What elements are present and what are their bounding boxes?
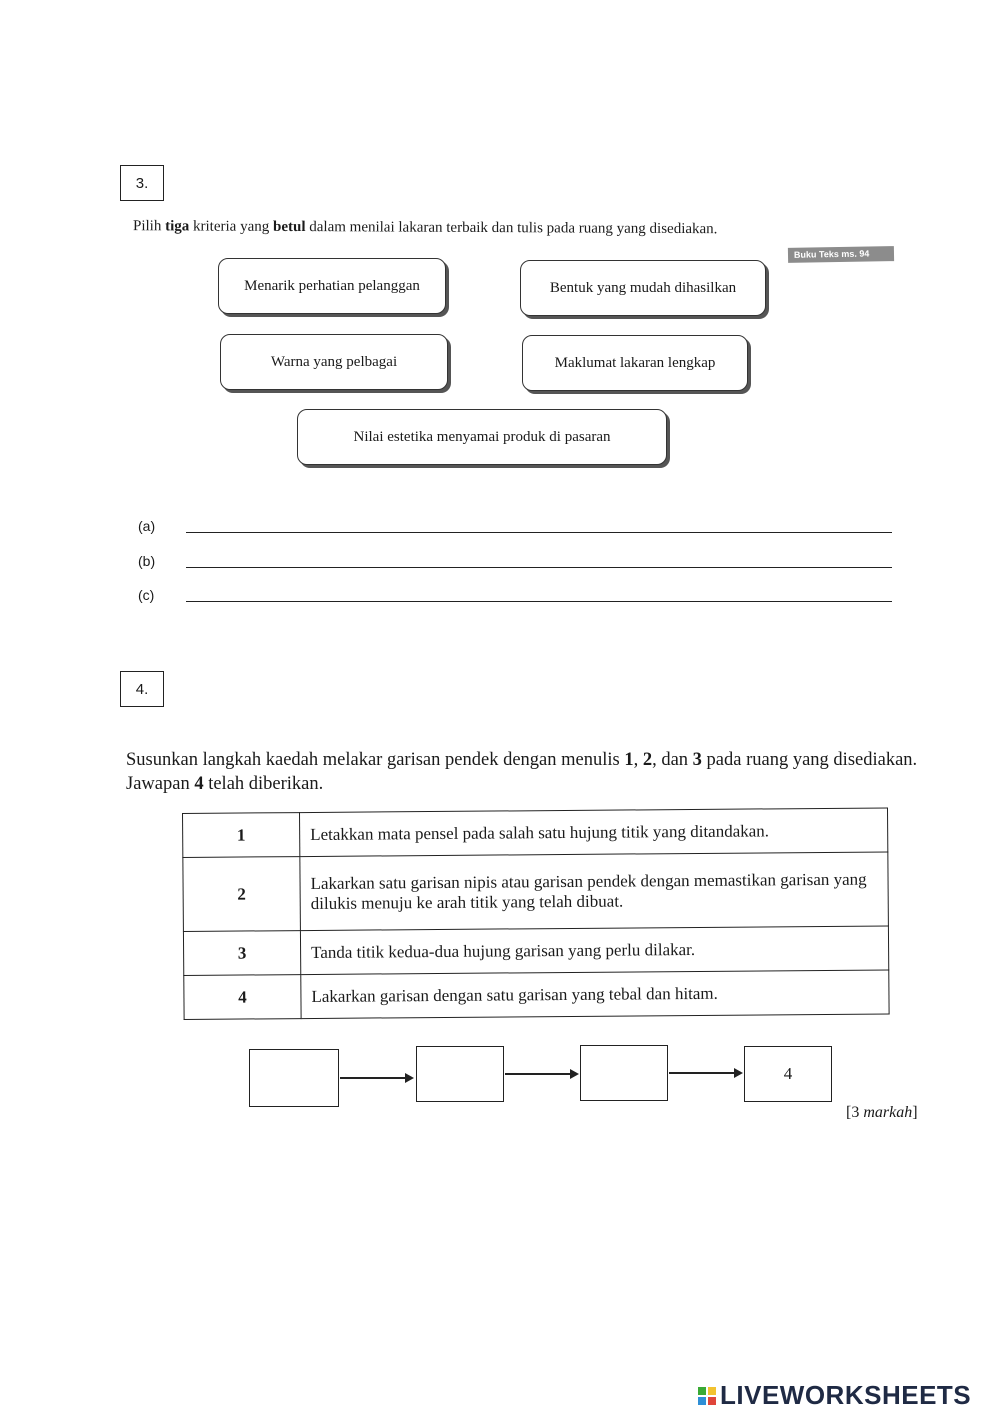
table-row (184, 970, 889, 1020)
steps-table (182, 807, 890, 1020)
flow-input-2[interactable] (423, 1055, 497, 1093)
option-warna-pelbagai[interactable]: Warna yang pelbagai (220, 334, 448, 390)
step-text: Letakkan mata pensel pada salah satu hujung titik yang ditandakan. (300, 808, 888, 857)
table-row (183, 852, 889, 932)
flow-box-1[interactable] (249, 1049, 339, 1107)
option-maklumat-lengkap[interactable]: Maklumat lakaran lengkap (522, 335, 748, 391)
answer-a-label: (a) (138, 518, 156, 534)
flow-input-3[interactable] (587, 1054, 661, 1092)
question-3-number: 3. (120, 165, 164, 201)
question-4-number: 4. (120, 671, 164, 707)
step-number: 3 (183, 931, 300, 976)
flow-arrow-icon (340, 1077, 412, 1079)
question-3-instruction: Pilih tiga kriteria yang betul dalam menilai lakaran terbaik dan tulis pada ruang yang disediakan. (132, 218, 718, 238)
flow-input-1[interactable] (257, 1059, 331, 1097)
answer-b-input[interactable] (186, 545, 892, 568)
logo-text: LIVEWORKSHEETS (720, 1380, 972, 1410)
answer-c-input[interactable] (186, 579, 892, 602)
option-nilai-estetika[interactable]: Nilai estetika menyamai produk di pasaran (297, 409, 667, 465)
step-number: 1 (183, 813, 300, 858)
textbook-reference-tag: Buku Teks ms. 94 (788, 246, 894, 263)
logo-icon (698, 1387, 716, 1405)
answer-c-label: (c) (138, 587, 155, 603)
flow-arrow-icon (669, 1072, 741, 1074)
flow-box-given: 4 (744, 1046, 832, 1102)
answer-a-input[interactable] (186, 510, 892, 533)
liveworksheets-logo (698, 1380, 971, 1411)
table-row (183, 808, 888, 858)
step-text: Tanda titik kedua-dua hujung garisan yang perlu dilakar. (300, 926, 888, 975)
marks-label: [3 markah] (846, 1104, 918, 1121)
step-text: Lakarkan garisan dengan satu garisan yang tebal dan hitam. (301, 970, 889, 1019)
question-4-instruction: Susunkan langkah kaedah melakar garisan pendek dengan menulis 1, 2, dan 3 pada ruang yang disediakan. Jawapan 4 telah diberikan. (126, 750, 918, 794)
flow-box-2[interactable] (416, 1046, 504, 1102)
option-bentuk-mudah[interactable]: Bentuk yang mudah dihasilkan (520, 260, 766, 316)
flow-arrow-icon (505, 1073, 577, 1075)
flow-box-3[interactable] (580, 1045, 668, 1101)
table-row (183, 926, 888, 976)
option-menarik-perhatian[interactable]: Menarik perhatian pelanggan (218, 258, 446, 314)
step-text: Lakarkan satu garisan nipis atau garisan pendek dengan memastikan garisan yang dilukis menuju ke arah titik yang telah dibuat. (300, 852, 889, 931)
answer-b-label: (b) (138, 553, 156, 569)
step-number: 4 (184, 975, 301, 1020)
step-number: 2 (183, 857, 301, 932)
